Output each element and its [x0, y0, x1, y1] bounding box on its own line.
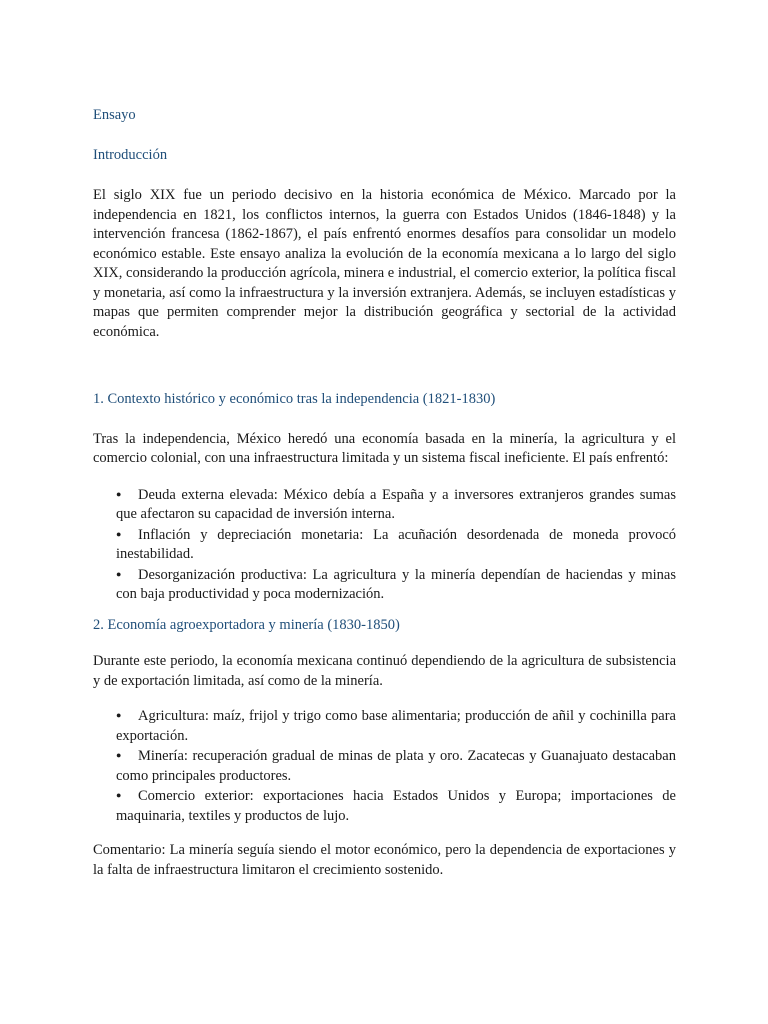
bullet-icon: ● — [116, 568, 122, 579]
list-item — [116, 786, 676, 826]
list-item-text: Inflación y depreciación monetaria: La acuñación desordenada de moneda provocó inestabilidad. — [116, 526, 676, 562]
section-2-heading: 2. Economía agroexportadora y minería (1830-1850) — [93, 616, 400, 633]
list-item — [116, 525, 676, 565]
section-1-heading: 1. Contexto histórico y económico tras la independencia (1821-1830) — [93, 391, 496, 407]
list-item-text: Minería: recuperación gradual de minas de plata y oro. Zacatecas y Guanajuato destacaban como principales productores. — [116, 748, 676, 784]
list-item — [116, 565, 676, 605]
bullet-icon: ● — [116, 710, 122, 720]
intro-heading: Introducción — [93, 146, 168, 163]
section-2-comment: Comentario: La minería seguía siendo el motor económico, pero la dependencia de exportaciones y la falta de infraestructura limitaron el crecimiento sostenido. — [93, 842, 676, 878]
bullet-icon: ● — [116, 528, 122, 539]
list-item — [116, 746, 676, 786]
document-title: Ensayo — [93, 107, 136, 123]
list-item — [116, 706, 676, 746]
section-1-paragraph: Tras la independencia, México heredó una economía basada en la minería, la agricultura y el comercio colonial, con una infraestructura limitada y un sistema fiscal ineficiente. El país enfrentó: — [93, 430, 676, 466]
section-1-bullet-list — [93, 485, 676, 605]
list-item-text: Deuda externa elevada: México debía a España y a inversores extranjeros grandes sumas que afectaron su capacidad de inversión interna. — [116, 486, 676, 522]
intro-paragraph: El siglo XIX fue un periodo decisivo en la historia económica de México. Marcado por la independencia en 1821, los conflictos internos, la guerra con Estados Unidos (1846-1848) y la intervención francesa (1862-1867), el país enfrentó enormes desafíos para consolidar un modelo económico estable. Este ensayo analiza la evolución de la economía mexicana a lo largo del siglo XIX, considerando la producción agrícola, minera e industrial, el comercio exterior, la política fiscal y monetaria, así como la infraestructura y la inversión extranjera. Además, se incluyen estadísticas y mapas que permiten comprender mejor la distribución geográfica y sectorial de la actividad económica. — [93, 187, 676, 340]
list-item — [116, 485, 676, 525]
bullet-icon: ● — [116, 750, 122, 760]
list-item-text: Desorganización productiva: La agricultura y la minería dependían de haciendas y minas con baja productividad y poca modernización. — [116, 566, 676, 602]
bullet-icon: ● — [116, 790, 122, 800]
list-item-text: Agricultura: maíz, frijol y trigo como base alimentaria; producción de añil y cochinilla para exportación. — [116, 708, 676, 744]
section-2-bullet-list — [93, 706, 676, 826]
list-item-text: Comercio exterior: exportaciones hacia Estados Unidos y Europa; importaciones de maquinaria, textiles y productos de lujo. — [116, 788, 676, 824]
bullet-icon: ● — [116, 488, 122, 499]
section-2-paragraph: Durante este periodo, la economía mexicana continuó dependiendo de la agricultura de subsistencia y de exportación limitada, así como de la minería. — [93, 653, 676, 689]
document-body — [93, 106, 676, 880]
